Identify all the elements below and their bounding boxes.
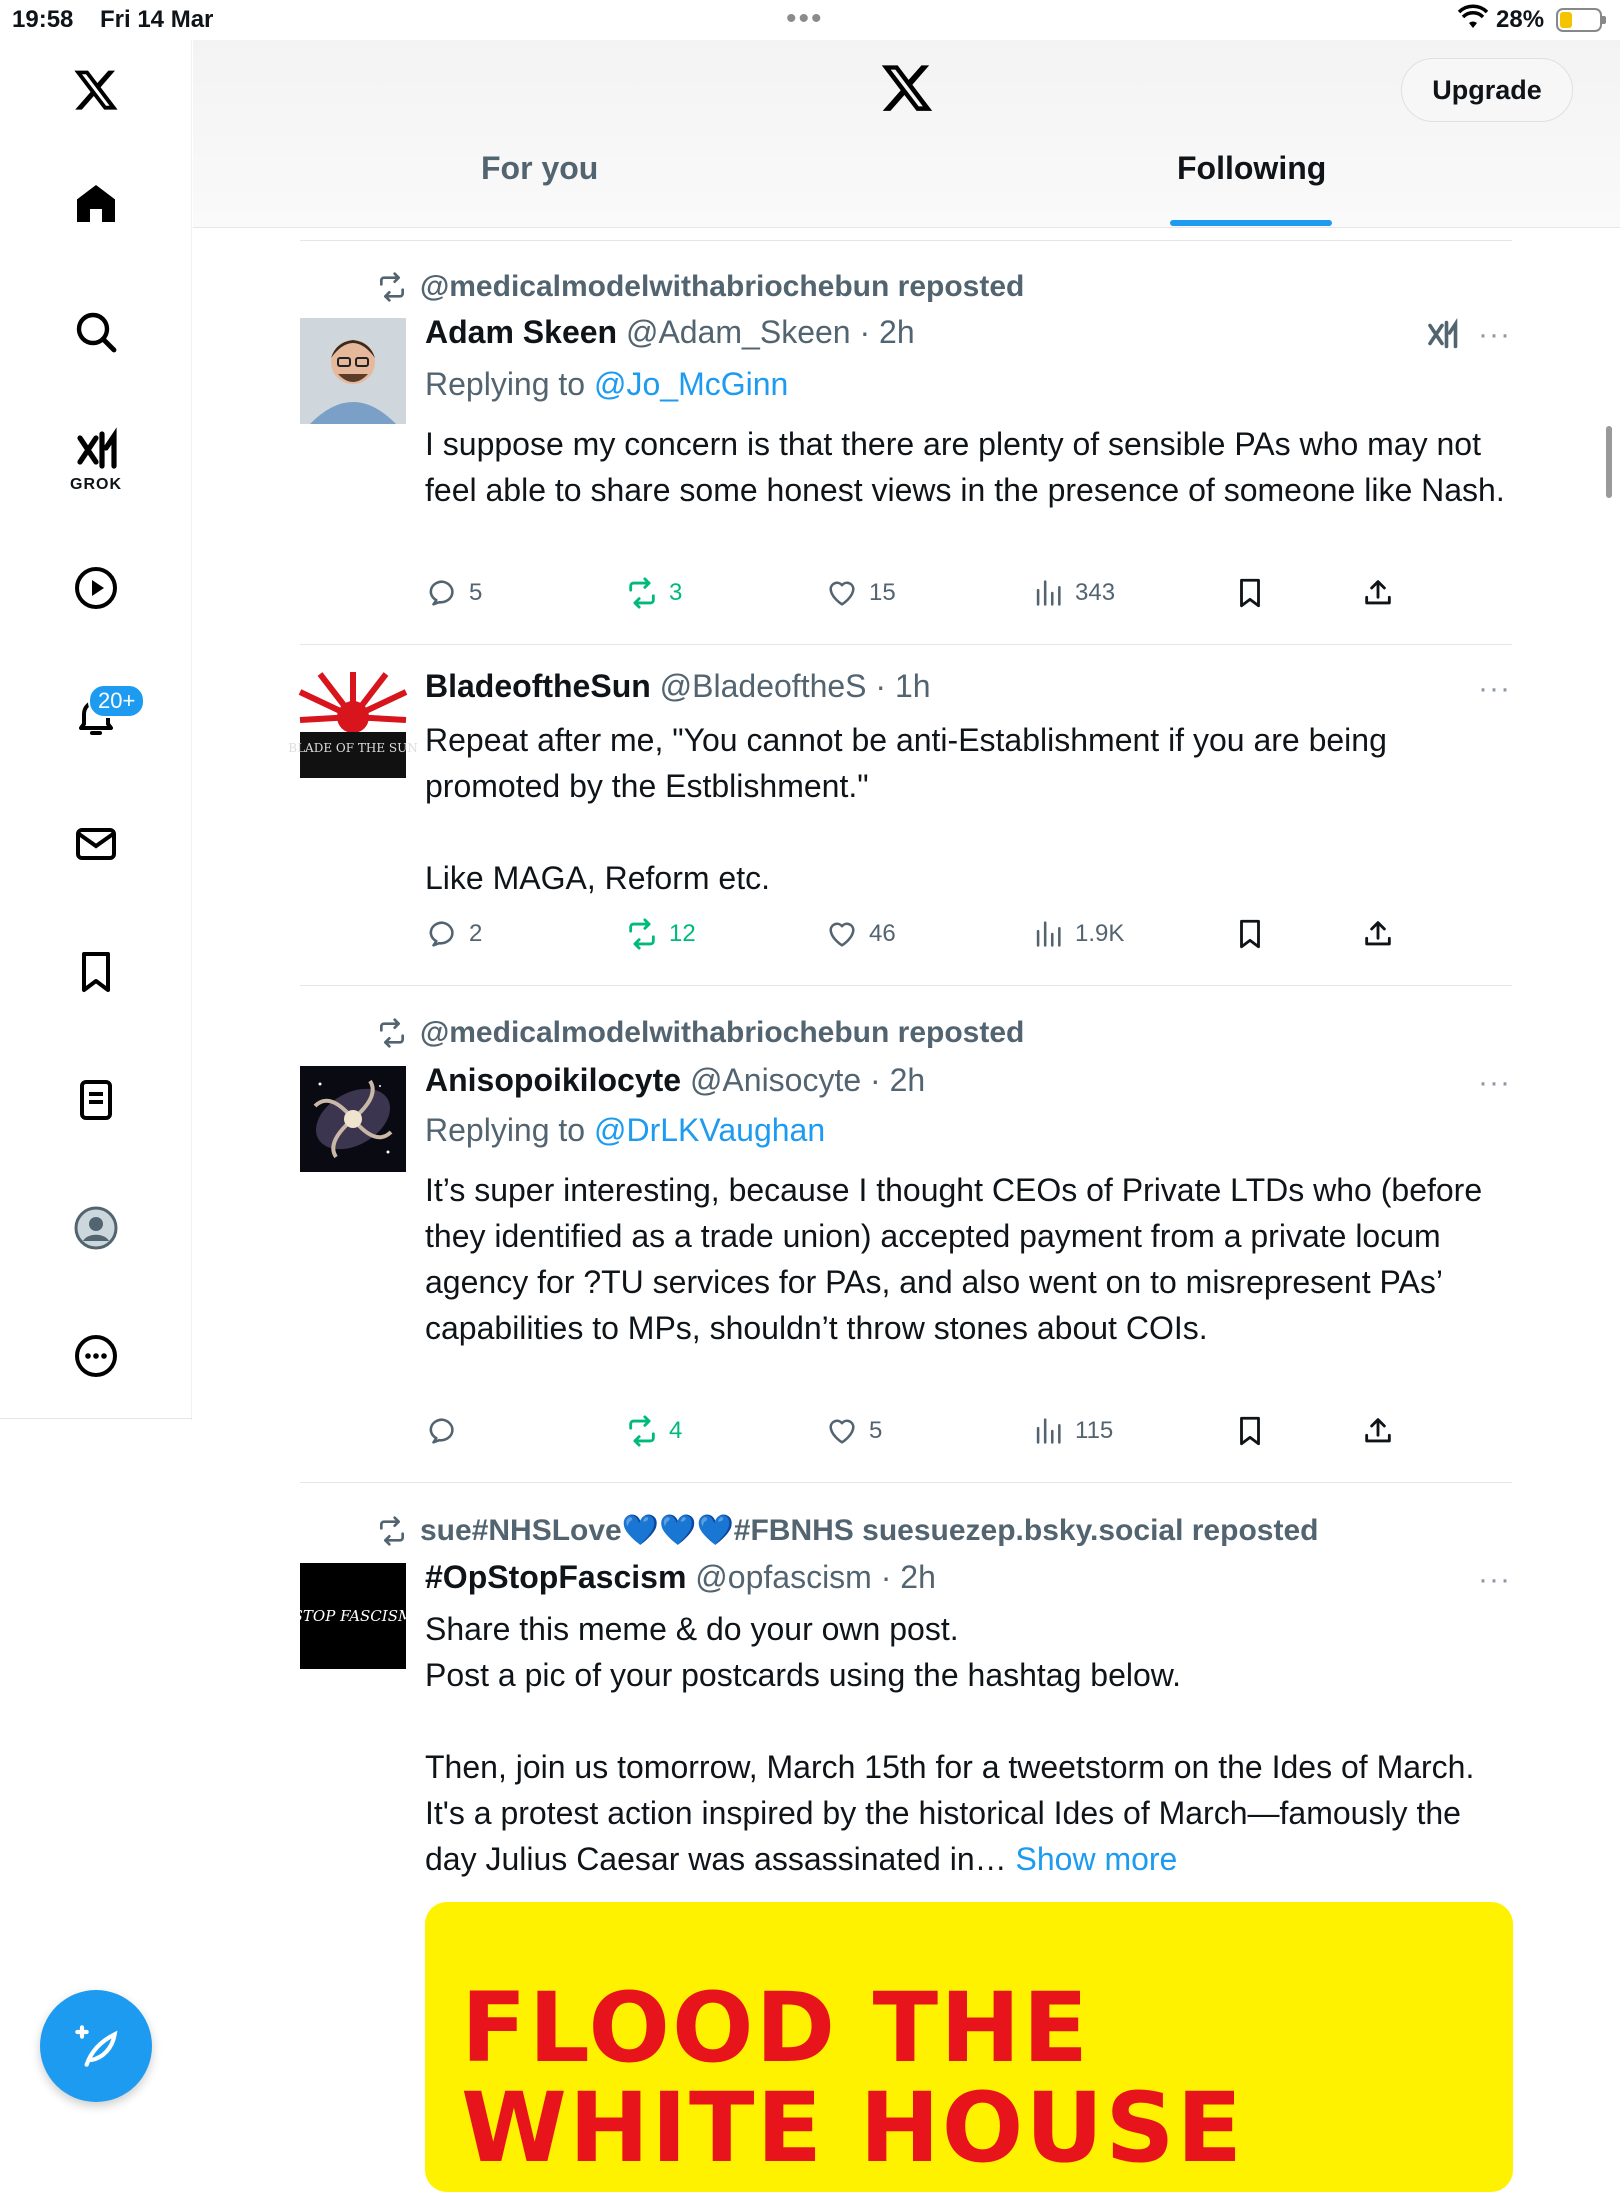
- grok-explain-icon[interactable]: [1424, 318, 1460, 359]
- feather-plus-icon: [68, 2018, 124, 2074]
- post-text: Post a pic of your postcards using the hashtag below.: [425, 1657, 1182, 1693]
- repost-by-text[interactable]: @medicalmodelwithabriochebun reposted: [420, 1016, 1025, 1049]
- author-name[interactable]: BladeoftheSun: [425, 668, 651, 704]
- replying-to-mention[interactable]: @Jo_McGinn: [593, 366, 789, 402]
- reply-icon: [425, 1414, 459, 1448]
- repost-indicator: [376, 1016, 1024, 1050]
- like-count: 46: [869, 920, 896, 947]
- author-handle[interactable]: @Adam_Skeen: [625, 314, 851, 350]
- share-icon: [1361, 576, 1395, 610]
- post-time[interactable]: · 2h: [870, 1062, 926, 1098]
- messages-icon[interactable]: [56, 804, 136, 884]
- share-icon: [1361, 1414, 1395, 1448]
- post-text: Then, join us tomorrow, March 15th for a tweetstorm on the Ides of March. It's a protest action inspired by the historical Ides of March—famously the day Julius Caesar was assassinated in…: [425, 1749, 1475, 1877]
- author-handle[interactable]: @opfascism: [695, 1559, 872, 1595]
- heart-icon: [825, 576, 859, 610]
- home-icon[interactable]: [56, 164, 136, 244]
- repost-count: 4: [669, 1417, 683, 1444]
- tab-following[interactable]: Following: [1177, 150, 1327, 186]
- post-body: [425, 717, 1515, 901]
- reply-button[interactable]: [425, 1414, 469, 1448]
- repost-count: 3: [669, 579, 683, 606]
- avatar[interactable]: [300, 318, 406, 424]
- divider: [300, 985, 1512, 986]
- post-author-line: [425, 1062, 925, 1099]
- heart-icon: [825, 1414, 859, 1448]
- replying-to-mention[interactable]: @DrLKVaughan: [593, 1112, 826, 1148]
- compose-post-button[interactable]: [40, 1990, 152, 2102]
- replying-to-label: Replying to: [425, 1112, 594, 1148]
- post-time[interactable]: · 2h: [859, 314, 915, 350]
- views-button[interactable]: [1031, 1414, 1113, 1448]
- repost-icon: [376, 271, 408, 303]
- wifi-icon: [1458, 6, 1488, 35]
- author-name[interactable]: Anisopoikilocyte: [425, 1062, 682, 1098]
- video-icon[interactable]: [56, 548, 136, 628]
- repost-button[interactable]: [625, 1414, 682, 1448]
- views-icon: [1031, 1414, 1065, 1448]
- views-count: 115: [1075, 1417, 1114, 1444]
- media-text-line: FLOOD THE: [461, 1972, 1091, 2084]
- repost-icon: [625, 917, 659, 951]
- avatar[interactable]: [300, 1066, 406, 1172]
- post-text: Repeat after me, "You cannot be anti-Establishment if you are being promoted by the Estblishment.": [425, 722, 1387, 804]
- x-header-logo-icon[interactable]: [879, 60, 935, 121]
- grok-label: GROK: [70, 476, 122, 493]
- avatar[interactable]: [288, 672, 418, 778]
- share-button[interactable]: [1361, 1414, 1395, 1448]
- bookmark-button[interactable]: [1233, 917, 1267, 951]
- views-button[interactable]: [1031, 917, 1124, 951]
- reply-icon: [425, 576, 459, 610]
- post-actions: [425, 917, 1425, 957]
- post-text: Like MAGA, Reform etc.: [425, 860, 770, 896]
- author-name[interactable]: Adam Skeen: [425, 314, 618, 350]
- replying-to-label: Replying to: [425, 366, 594, 402]
- divider: [300, 1482, 1512, 1483]
- like-count: 15: [869, 579, 896, 606]
- repost-icon: [625, 576, 659, 610]
- reply-count: 2: [469, 920, 483, 947]
- post-media-image[interactable]: [425, 1902, 1513, 2192]
- reply-count: 5: [469, 579, 483, 606]
- post-actions: [425, 1414, 1425, 1454]
- post-author-line: [425, 668, 931, 705]
- post-text: [425, 1698, 1515, 1744]
- like-count: 5: [869, 1417, 883, 1444]
- post-text: It’s super interesting, because I thought CEOs of Private LTDs who (before they identified as a trade union) accepted payment from a private locum agency for ?TU services for PAs, and also went on to misrepresent PAs’ capabilities to MPs, shouldn’t throw stones about COIs.: [425, 1172, 1483, 1346]
- show-more-link[interactable]: Show more: [1015, 1841, 1178, 1877]
- multitasking-dots-icon[interactable]: •••: [786, 2, 824, 35]
- avatar[interactable]: [292, 1563, 414, 1669]
- like-button[interactable]: [825, 576, 896, 610]
- repost-count: 12: [669, 920, 696, 947]
- avatar-text: STOP FASCISM: [292, 1607, 414, 1625]
- active-tab-indicator: [1170, 220, 1332, 226]
- heart-icon: [825, 917, 859, 951]
- post-more-icon[interactable]: ···: [1478, 318, 1511, 351]
- media-text-line: WHITE HOUSE: [461, 2072, 1245, 2184]
- bookmark-icon: [1233, 1414, 1267, 1448]
- views-button[interactable]: [1031, 576, 1115, 610]
- scrollbar[interactable]: [1606, 426, 1612, 498]
- repost-indicator: [376, 270, 1024, 304]
- reply-button[interactable]: [425, 576, 482, 610]
- post-author-line: [425, 314, 915, 351]
- bookmark-icon: [1233, 576, 1267, 610]
- bookmark-button[interactable]: [1233, 1414, 1267, 1448]
- repost-icon: [376, 1515, 408, 1547]
- post-text: [425, 809, 1515, 855]
- post-more-icon[interactable]: ···: [1478, 1066, 1511, 1099]
- battery-percent: 28%: [1496, 6, 1545, 33]
- status-date: Fri 14 Mar: [100, 6, 214, 33]
- share-button[interactable]: [1361, 917, 1395, 951]
- like-button[interactable]: [825, 1414, 882, 1448]
- divider: [300, 644, 1512, 645]
- post-text: I suppose my concern is that there are plenty of sensible PAs who may not feel able to share some honest views in the presence of someone like Nash.: [425, 426, 1505, 508]
- post-more-icon[interactable]: ···: [1478, 672, 1511, 705]
- repost-icon: [376, 1017, 408, 1049]
- author-handle[interactable]: @BladeoftheS: [659, 668, 867, 704]
- avatar-text: BLADE OF THE SUN: [288, 741, 418, 755]
- views-icon: [1031, 576, 1065, 610]
- views-icon: [1031, 917, 1065, 951]
- post-actions: [425, 576, 1425, 616]
- divider: [300, 240, 1512, 241]
- post-time[interactable]: · 2h: [880, 1559, 936, 1595]
- repost-indicator: [376, 1513, 1318, 1548]
- status-bar: [0, 0, 1620, 40]
- reply-button[interactable]: [425, 917, 482, 951]
- repost-button[interactable]: [625, 576, 682, 610]
- bookmark-button[interactable]: [1233, 576, 1267, 610]
- views-count: 343: [1075, 579, 1116, 606]
- reply-icon: [425, 917, 459, 951]
- upgrade-button[interactable]: Upgrade: [1401, 58, 1573, 122]
- repost-button[interactable]: [625, 917, 696, 951]
- top-header: [193, 40, 1620, 228]
- post-text: Share this meme & do your own post.: [425, 1611, 959, 1647]
- repost-by-text[interactable]: @medicalmodelwithabriochebun reposted: [420, 270, 1025, 303]
- battery-icon: [1556, 8, 1602, 32]
- lists-icon[interactable]: [56, 1060, 136, 1140]
- sidebar-divider: [0, 1418, 192, 1419]
- replying-to-line: [425, 366, 788, 403]
- author-handle[interactable]: @Anisocyte: [689, 1062, 862, 1098]
- replying-to-line: [425, 1112, 825, 1149]
- more-options-icon[interactable]: [56, 1316, 136, 1396]
- repost-by-text[interactable]: sue#NHSLove💙💙💙#FBNHS suesuezep.bsky.social reposted: [420, 1514, 1319, 1547]
- search-icon[interactable]: [56, 292, 136, 372]
- post-body: [425, 1606, 1515, 1882]
- share-icon: [1361, 917, 1395, 951]
- status-time: 19:58: [12, 6, 74, 33]
- x-logo-icon[interactable]: [56, 50, 136, 130]
- views-count: 1.9K: [1075, 920, 1125, 947]
- post-body: [425, 421, 1515, 513]
- bookmark-icon: [1233, 917, 1267, 951]
- notifications-badge: 20+: [88, 684, 145, 718]
- profile-avatar-icon[interactable]: [56, 1188, 136, 1268]
- repost-icon: [625, 1414, 659, 1448]
- post-time[interactable]: · 1h: [875, 668, 931, 704]
- post-body: [425, 1167, 1515, 1351]
- post-author-line: [425, 1559, 936, 1596]
- post-more-icon[interactable]: ···: [1478, 1563, 1511, 1596]
- share-button[interactable]: [1361, 576, 1395, 610]
- author-name[interactable]: #OpStopFascism: [425, 1559, 687, 1595]
- like-button[interactable]: [825, 917, 896, 951]
- tab-for-you[interactable]: For you: [481, 150, 599, 186]
- bookmarks-icon[interactable]: [56, 932, 136, 1012]
